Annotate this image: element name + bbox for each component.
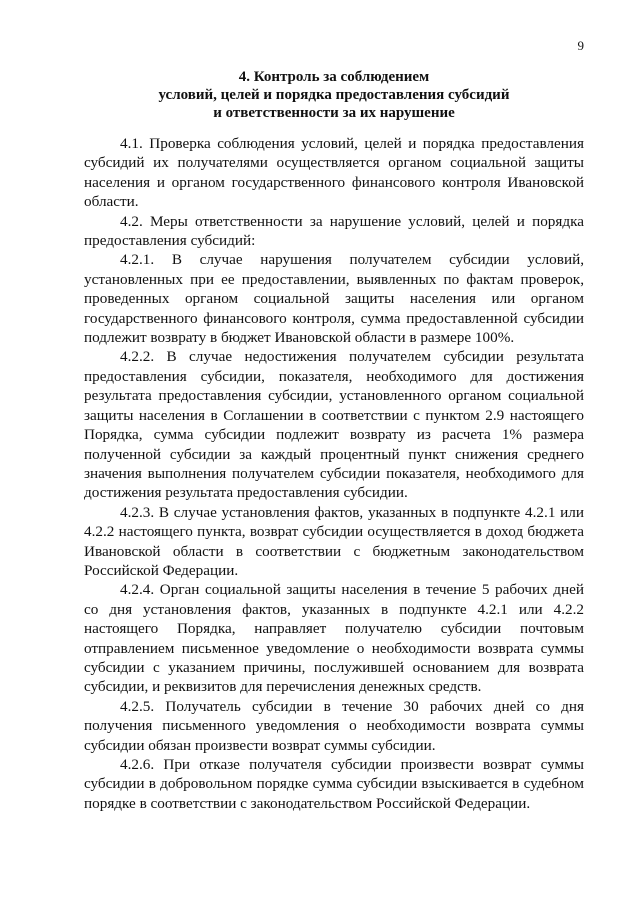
paragraph-4-2-1: 4.2.1. В случае нарушения получателем субсидии условий, установленных при ее предоставлении, выявленных по фактам проверок, проведенных органом социальной защиты населения или органом государственного финансового контроля, сумма предоставленной субсидии подлежит возврату в бюджет Ивановской области в размере 100%. (84, 251, 584, 347)
paragraph-4-2-6: 4.2.6. При отказе получателя субсидии произвести возврат суммы субсидии в добровольном порядке сумма субсидии взыскивается в судебном порядке в соответствии с законодательством Российской Федерации. (84, 756, 584, 812)
page-number: 9 (577, 38, 584, 53)
paragraph-4-2-2: 4.2.2. В случае недостижения получателем субсидии результата предоставления субсидии, показателя, необходимого для достижения результата предоставления субсидии, установленного органом социальной защиты населения в Соглашении в соответствии с пунктом 2.9 настоящего Порядка, сумма субсидии подлежит возврату из расчета 1% размера полученной субсидии за каждый процентный пункт снижения среднего значения выполнения получателем субсидии показателя, необходимого для достижения результата предоставления субсидии. (84, 348, 584, 502)
paragraph-4-2-3: 4.2.3. В случае установления фактов, указанных в подпункте 4.2.1 или 4.2.2 настоящего пункта, возврат субсидии осуществляется в доход бюджета Ивановской области в соответствии с бюджетным законодательством Российской Федерации. (84, 503, 584, 579)
paragraph-4-2-5: 4.2.5. Получатель субсидии в течение 30 рабочих дней со дня получения письменного уведомления о необходимости возврата суммы субсидии обязан произвести возврат суммы субсидии. (84, 697, 584, 754)
section-title-line-1: 4. Контроль за соблюдением (238, 69, 430, 85)
section-title (84, 68, 584, 122)
paragraph-4-2-4: 4.2.4. Орган социальной защиты населения в течение 5 рабочих дней со дня установления фактов, указанных в подпункте 4.2.1 или 4.2.2 настоящего Порядка, направляет получателю субсидии почтовым отправлением письменное уведомление о необходимости возврата суммы субсидии с указанием причины, послужившей основанием для возврата субсидии, и реквизитов для перечисления денежных средств. (84, 581, 584, 696)
section-title-line-2: условий, целей и порядка предоставления субсидий (158, 87, 510, 103)
document-body (84, 134, 584, 813)
section-title-line-3: и ответственности за их нарушение (213, 105, 455, 121)
paragraph-4-2: 4.2. Меры ответственности за нарушение условий, целей и порядка предоставления субсидий: (84, 212, 584, 250)
paragraph-4-1: 4.1. Проверка соблюдения условий, целей и порядка предоставления субсидий их получателями осуществляется органом социальной защиты населения и органом государственного финансового контроля Ивановской области. (84, 135, 584, 211)
